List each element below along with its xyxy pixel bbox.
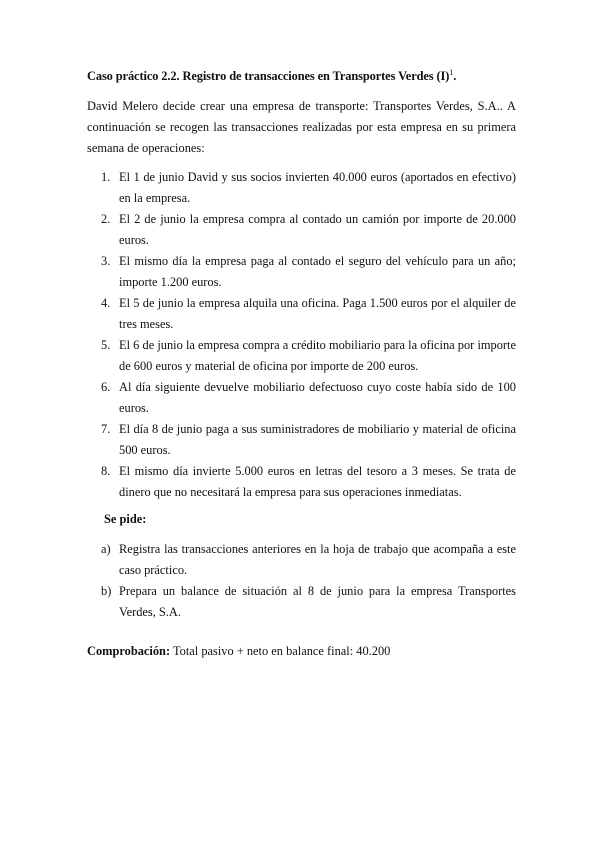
transaction-item (87, 377, 516, 419)
transaction-number: 1. (101, 170, 111, 184)
transaction-item (87, 335, 516, 377)
transaction-text: El 5 de junio la empresa alquila una oficina. Paga 1.500 euros por el alquiler de tres meses. (119, 296, 516, 331)
task-item (87, 581, 516, 623)
transaction-text: Al día siguiente devuelve mobiliario defectuoso cuyo coste había sido de 100 euros. (119, 380, 516, 415)
transaction-text: El mismo día invierte 5.000 euros en letras del tesoro a 3 meses. Se trata de dinero que no necesitará la empresa para sus operaciones inmediatas. (119, 464, 516, 499)
transaction-number: 5. (101, 338, 111, 352)
transaction-number: 4. (101, 296, 111, 310)
document-page (87, 68, 516, 671)
transactions-list (87, 167, 516, 503)
task-text: Registra las transacciones anteriores en la hoja de trabajo que acompaña a este caso práctico. (119, 542, 516, 577)
case-title-text: Caso práctico 2.2. Registro de transacciones en Transportes Verdes (I) (87, 69, 450, 83)
transaction-number: 7. (101, 422, 111, 436)
transaction-number: 8. (101, 464, 111, 478)
transaction-number: 3. (101, 254, 111, 268)
task-text: Prepara un balance de situación al 8 de junio para la empresa Transportes Verdes, S.A. (119, 584, 516, 619)
transaction-number: 2. (101, 212, 111, 226)
case-title-end: . (453, 69, 457, 83)
check-line (87, 643, 516, 659)
check-label: Comprobación: (87, 644, 171, 658)
case-title (87, 68, 516, 84)
transaction-item (87, 419, 516, 461)
transaction-number: 6. (101, 380, 111, 394)
transaction-item (87, 251, 516, 293)
transaction-text: El mismo día la empresa paga al contado el seguro del vehículo para un año; importe 1.200 euros. (119, 254, 516, 289)
task-letter: b) (101, 584, 112, 598)
transaction-text: El día 8 de junio paga a sus suministradores de mobiliario y material de oficina 500 euros. (119, 422, 516, 457)
transaction-item (87, 461, 516, 503)
transaction-text: El 2 de junio la empresa compra al contado un camión por importe de 20.000 euros. (119, 212, 516, 247)
tasks-list (87, 539, 516, 623)
task-item (87, 539, 516, 581)
intro-paragraph: David Melero decide crear una empresa de transporte: Transportes Verdes, S.A.. A continuación se recogen las transacciones realizadas por esta empresa en su primera semana de operaciones: (87, 99, 516, 155)
transaction-text: El 1 de junio David y sus socios invierten 40.000 euros (aportados en efectivo) en la empresa. (119, 170, 516, 205)
se-pide-heading: Se pide: (104, 512, 147, 526)
footnote-marker: 1 (449, 67, 454, 77)
transaction-item (87, 293, 516, 335)
task-letter: a) (101, 542, 111, 556)
transaction-text: El 6 de junio la empresa compra a crédito mobiliario para la oficina por importe de 600 euros y material de oficina por importe de 200 euros. (119, 338, 516, 373)
transaction-item (87, 209, 516, 251)
check-text: Total pasivo + neto en balance final: 40.200 (170, 644, 391, 658)
transaction-item (87, 167, 516, 209)
